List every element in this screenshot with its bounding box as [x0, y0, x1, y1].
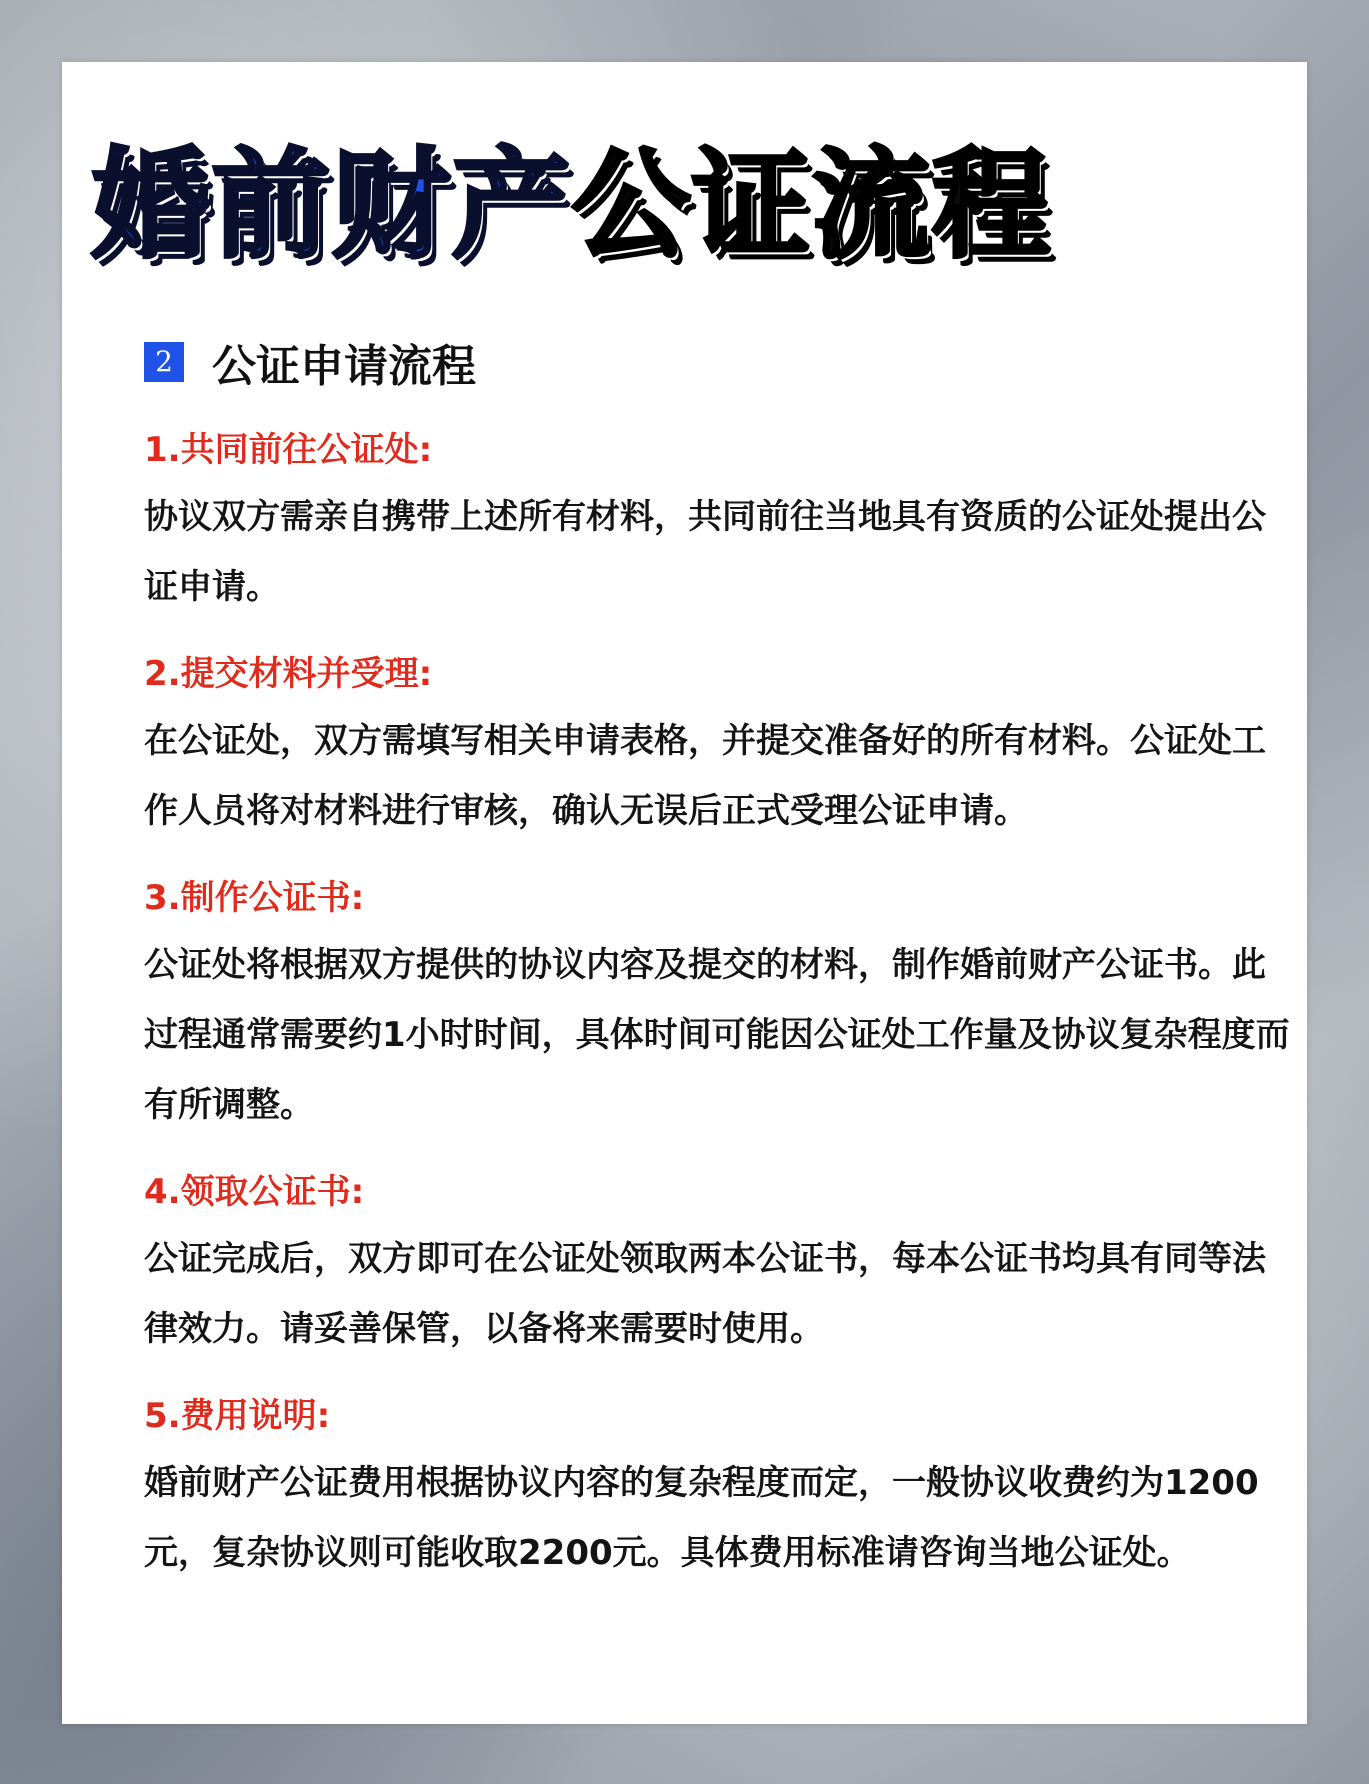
step-title: 4.领取公证书: — [144, 1172, 365, 1212]
step-title: 2.提交材料并受理: — [144, 654, 433, 694]
step-body: 在公证处，双方需填写相关申请表格，并提交准备好的所有材料。公证处工作人员将对材料进行审核，确认无误后正式受理公证申请。 — [144, 721, 1266, 831]
step-body: 协议双方需亲自携带上述所有材料，共同前往当地具有资质的公证处提出公证申请。 — [144, 497, 1266, 607]
step-item — [144, 642, 1294, 846]
step-item — [144, 866, 1294, 1140]
section-heading — [144, 332, 476, 392]
title-black-part: 公证流程 — [572, 136, 1053, 274]
steps-list — [144, 418, 1294, 1608]
step-title: 3.制作公证书: — [144, 878, 365, 918]
section-title: 公证申请流程 — [212, 341, 476, 392]
step-title: 1.共同前往公证处: — [144, 430, 433, 470]
step-item — [144, 418, 1294, 622]
step-body: 公证完成后，双方即可在公证处领取两本公证书，每本公证书均具有同等法律效力。请妥善保管，以备将来需要时使用。 — [144, 1239, 1266, 1349]
step-item — [144, 1160, 1294, 1364]
step-body: 婚前财产公证费用根据协议内容的复杂程度而定，一般协议收费约为1200元，复杂协议则可能收取2200元。具体费用标准请咨询当地公证处。 — [144, 1463, 1259, 1573]
step-item — [144, 1384, 1294, 1588]
page-title — [92, 130, 1282, 274]
content-card — [62, 62, 1307, 1724]
title-blue-part: 婚前财产 — [92, 136, 573, 274]
step-title: 5.费用说明: — [144, 1396, 331, 1436]
step-body: 公证处将根据双方提供的协议内容及提交的材料，制作婚前财产公证书。此过程通常需要约1小时时间，具体时间可能因公证处工作量及协议复杂程度而有所调整。 — [144, 945, 1290, 1125]
section-number-badge: 2 — [144, 342, 184, 382]
